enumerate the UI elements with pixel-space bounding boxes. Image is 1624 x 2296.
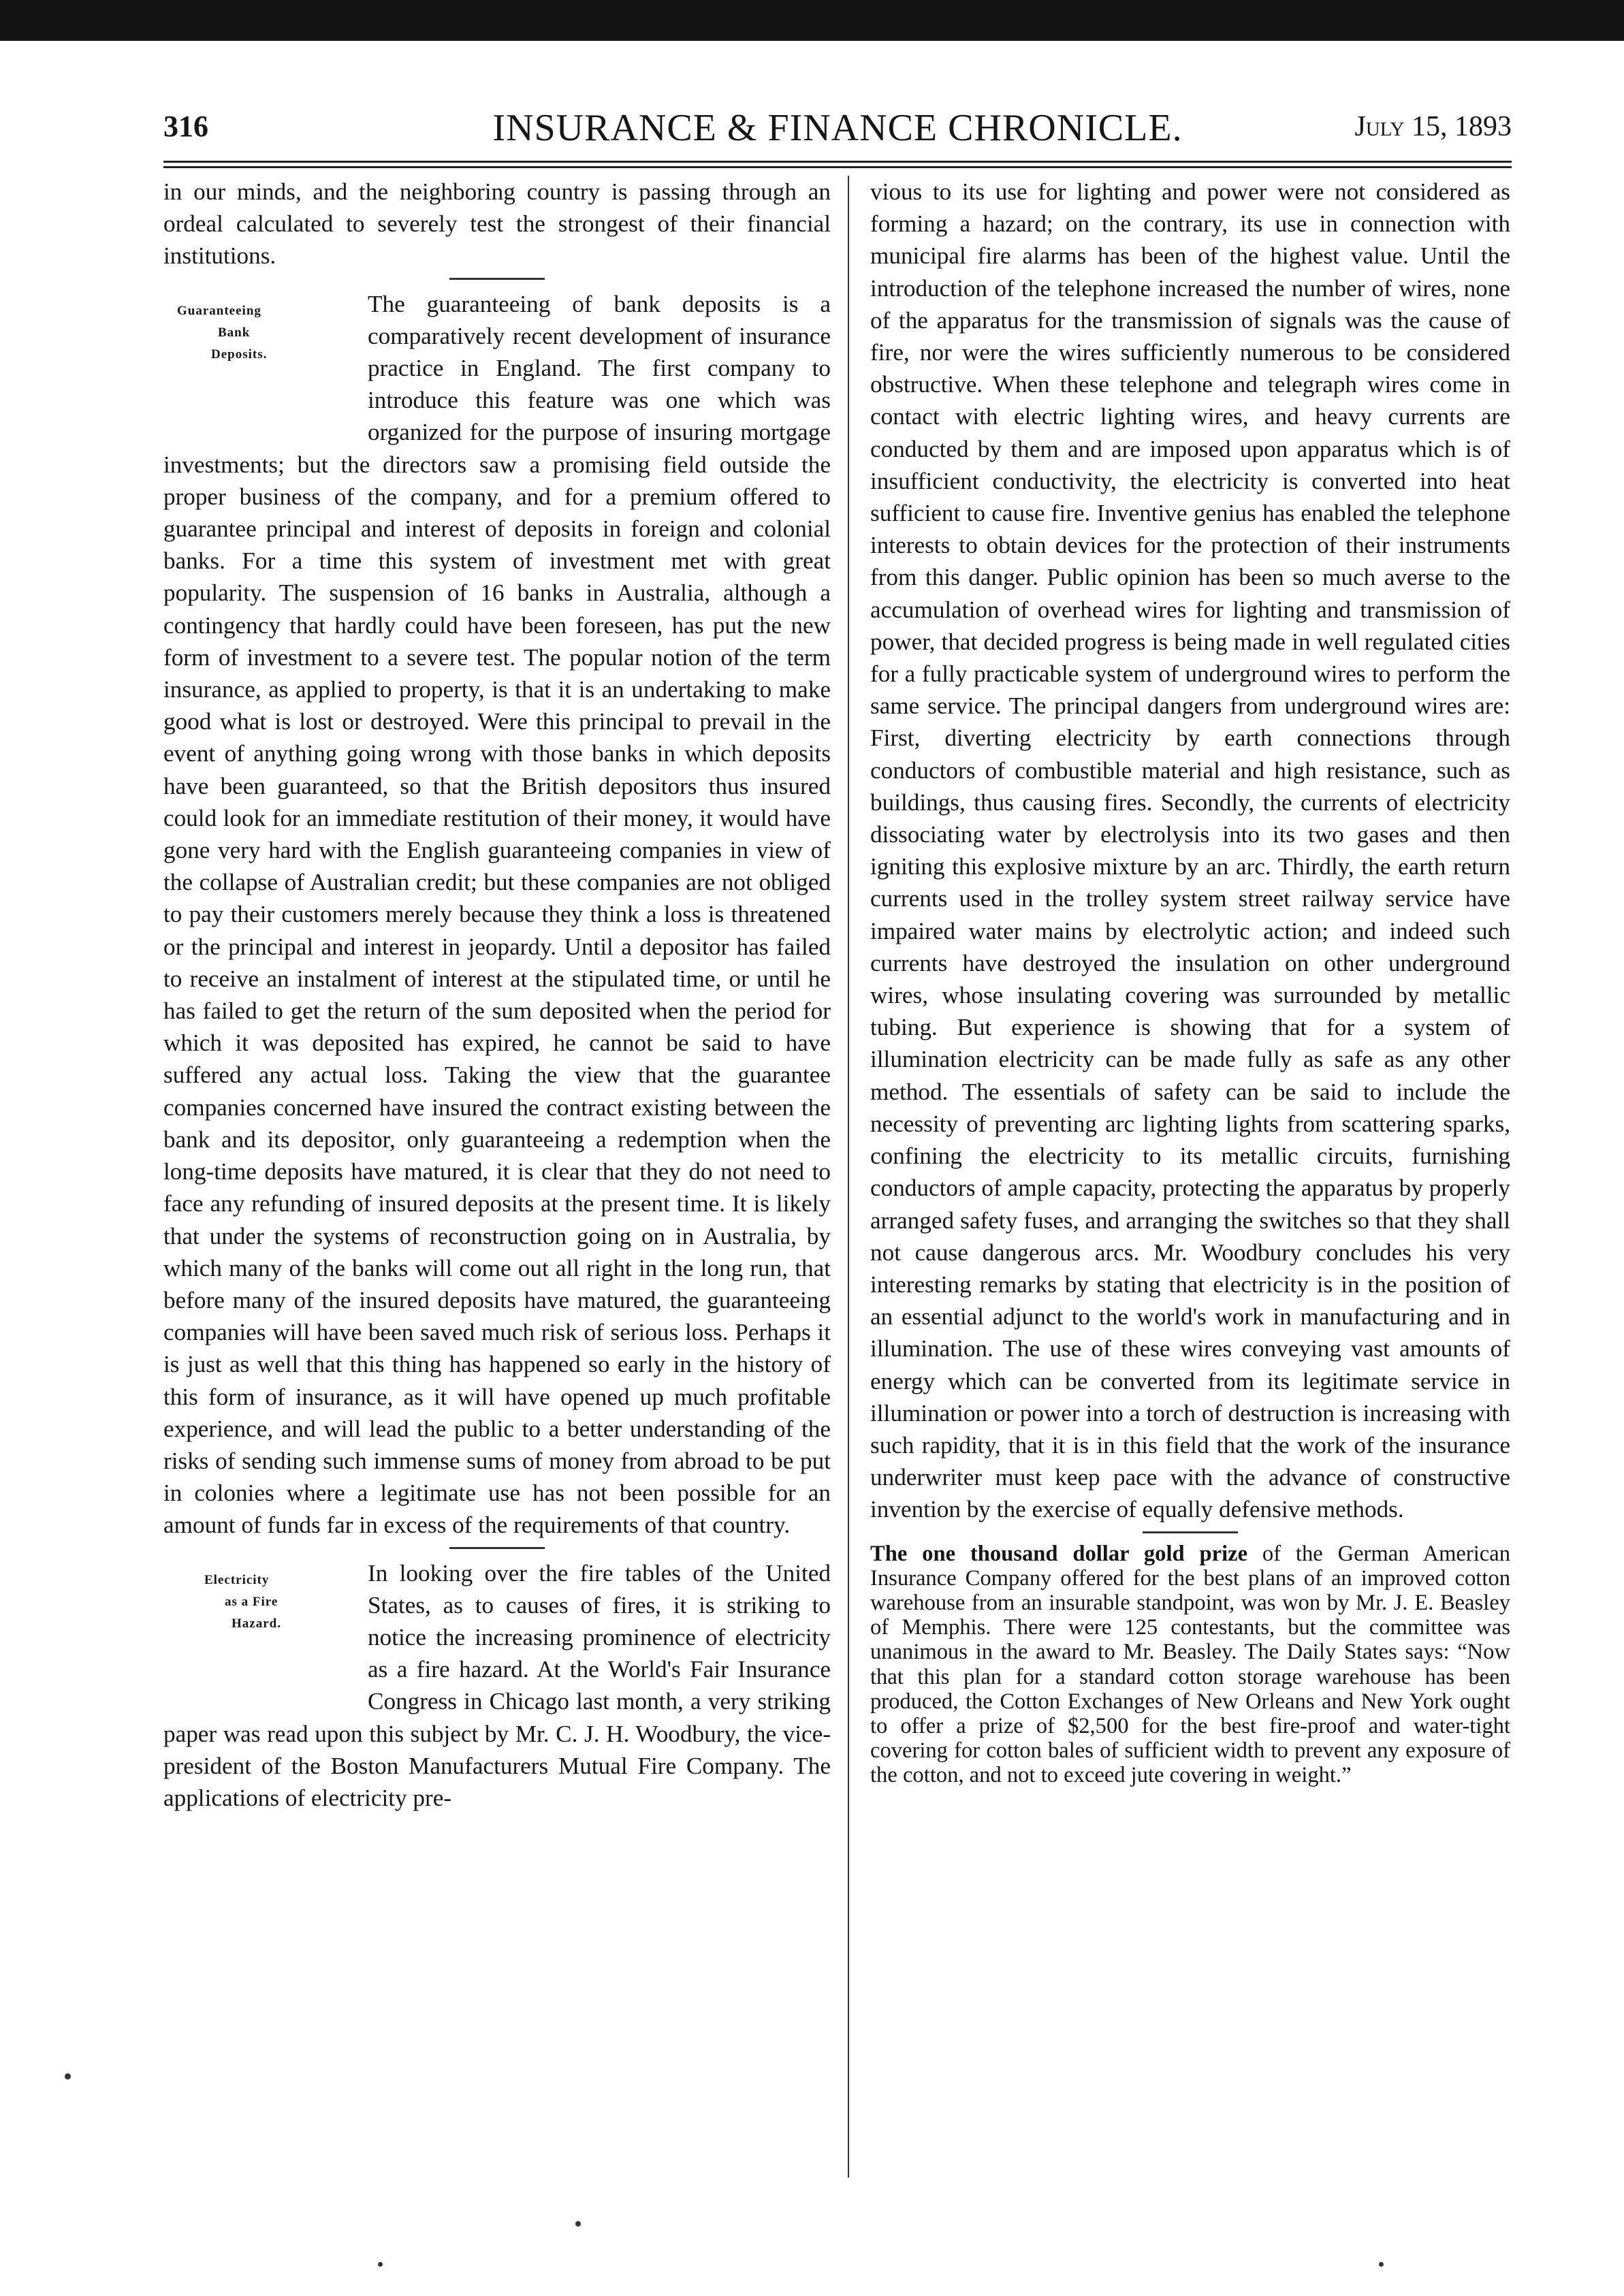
sidenote-line: Bank xyxy=(218,325,251,340)
scan-speck xyxy=(378,2262,383,2267)
scan-speck xyxy=(65,2073,71,2079)
section-divider xyxy=(1143,1531,1238,1533)
notice-body: of the German American Insurance Company offered for the best plans of an improved cotton warehouse from an insurable standpoint, was won by Mr. J. E. Beasley of Memphis. There were 125 contestants, but the committee was unanimous in the award to Mr. Beasley. The Daily States says: “Now that this plan for a standard cotton storage warehouse has been produced, the Cotton Exchanges of New Orleans and New York ought to offer a prize of $2,500 for the best fire-proof and water-tight covering for cotton bales of sufficient width to prevent any exposure of the cotton, and not to exceed jute covering in weight.” xyxy=(870,1541,1510,1788)
sidenote-line: Guaranteeing xyxy=(177,303,261,318)
paragraph-bank-deposits: The guaranteeing of bank deposits is a comparatively recent development of insurance practice in England. The first company to introduce this feature was one which was organized for the purpose of insuring mortgage investments; but the directors saw a promising field outside the proper business of the company, and for a premium offered to guarantee principal and interest of deposits in foreign and colonial banks. For a time this system of investment met with great popularity. The suspension of 16 banks in Australia, although a contingency that hardly could have been foreseen, has put the new form of investment to a severe test. The popular notion of the term insurance, as applied to property, is that it is an undertaking to make good what is lost or destroyed. Were this principal to prevail in the event of anything going wrong with those banks in which deposits have been guaranteed, so that the British depositors thus insured could look for an immediate restitution of their money, it would have gone very hard with the English guaranteeing companies in view of the collapse of Australian credit; but these companies are not obliged to pay their customers merely because they think a loss is threatened or the principal and interest in jeopardy. Until a depositor has failed to receive an instalment of interest at the stipulated time, or until he has failed to get the return of the sum deposited when the period for which it was deposited has expired, he cannot be said to have suffered any actual loss. Taking the view that the guarantee companies concerned have insured the contract existing between the bank and its depositor, only guaranteeing a redemption when the long-time deposits have matured, it is clear that they do not need to face any refunding of insured deposits at the present time. It is likely that under the systems of reconstruction going on in Australia, by which many of the banks will come out all right in the long run, that before many of the insured deposits have matured, the guaranteeing companies will have been saved much risk of serious loss. Perhaps it is just as well that this thing has happened so early in the history of this form of insurance, as it will have opened up much profitable experience, and will lead the public to a better understanding of the risks of sending such immense sums of money from abroad to be put in colonies where a legitimate use has not been possible for an amount of funds far in excess of the requirements of that country. xyxy=(163,290,831,1539)
journal-title: INSURANCE & FINANCE CHRONICLE. xyxy=(492,107,1183,149)
sidenote-line: as a Fire xyxy=(225,1594,278,1609)
header-rule-top xyxy=(163,161,1512,163)
section-divider xyxy=(449,1547,545,1549)
scan-speck xyxy=(1379,2262,1384,2267)
sidenote-line: Hazard. xyxy=(232,1616,281,1631)
header-rule-bottom xyxy=(163,166,1512,168)
column-divider xyxy=(848,176,849,2178)
notice-gold-prize xyxy=(870,1542,1510,1788)
sidenote-line: Electricity xyxy=(204,1572,270,1587)
sidenote-guaranteeing-bank-deposits xyxy=(163,288,368,424)
scan-speck xyxy=(575,2221,581,2227)
page-header xyxy=(163,109,1512,157)
sidenote-electricity-fire-hazard xyxy=(163,1557,368,1693)
left-column xyxy=(163,176,831,1814)
article-bank-deposits xyxy=(163,288,831,1542)
page-number: 316 xyxy=(163,110,208,143)
section-divider xyxy=(449,278,545,280)
paragraph-financial-institutions: in our minds, and the neighboring country is passing through an ordeal calculated to severely test the strongest of their financial institutions. xyxy=(163,178,831,270)
paragraph-electricity-continued: vious to its use for lighting and power were not considered as forming a hazard; on the contrary, its use in connection with municipal fire alarms has been of the highest value. Until the introduction of the telephone increased the number of wires, none of the apparatus for the transmission of signals was the cause of fire, nor were the wires sufficiently numerous to be considered obstructive. When these telephone and telegraph wires come in contact with electric lighting wires, and heavy currents are conducted by them and are imposed upon apparatus which is of insufficient conductivity, the electricity is converted into heat sufficient to cause fire. Inventive genius has enabled the telephone interests to obtain devices for the protection of their instruments from this danger. Public opinion has been so much averse to the accumulation of overhead wires for lighting and transmission of power, that decided progress is being made in well regulated cities for a fully practicable system of underground wires to perform the same service. The principal dangers from underground wires are: First, diverting electricity by earth connections through conductors of combustible material and high resistance, such as buildings, thus causing fires. Secondly, the currents of electricity dissociating water by electrolysis into its two gases and then igniting this explosive mixture by an arc. Thirdly, the earth return currents used in the trolley system street railway service have impaired water mains by electrolytic action; and indeed such currents have destroyed the insulation on other underground wires, whose insulating covering was surrounded by metallic tubing. But experience is showing that for a system of illumination electricity can be made fully as safe as any other method. The essentials of safety can be said to include the necessity of preventing arc lighting lights from scattering sparks, confining the electricity to its metallic circuits, furnishing conductors of ample capacity, protecting the apparatus by properly arranged safety fuses, and arranging the switches so that they shall not cause dangerous arcs. Mr. Woodbury concludes his very interesting remarks by stating that electricity is in the position of an essential adjunct to the world's work in manufacturing and in illumination. The use of these wires conveying vast amounts of energy which can be converted from its legitimate service in illumination or power into a torch of destruction is increasing with such rapidity, that it is in this field that the work of the insurance underwriter must keep pace with the advance of constructive invention by the exercise of equally defensive methods. xyxy=(870,178,1510,1523)
scan-top-border xyxy=(0,0,1624,41)
paragraph-electricity-hazard: In looking over the fire tables of the United States, as to causes of fires, it is striking to notice the increasing prominence of electricity as a fire hazard. At the World's Fair Insurance Congress in Chicago last month, a very striking paper was read upon this subject by Mr. C. J. H. Woodbury, the vice-president of the Boston Manufacturers Mutual Fire Company. The applications of electricity pre- xyxy=(163,1559,831,1811)
notice-lead: The one thousand dollar gold prize xyxy=(870,1541,1248,1566)
issue-date: July 15, 1893 xyxy=(1354,111,1512,142)
sidenote-line: Deposits. xyxy=(211,347,268,362)
right-column xyxy=(870,176,1510,1788)
article-electricity-hazard xyxy=(163,1557,831,1815)
